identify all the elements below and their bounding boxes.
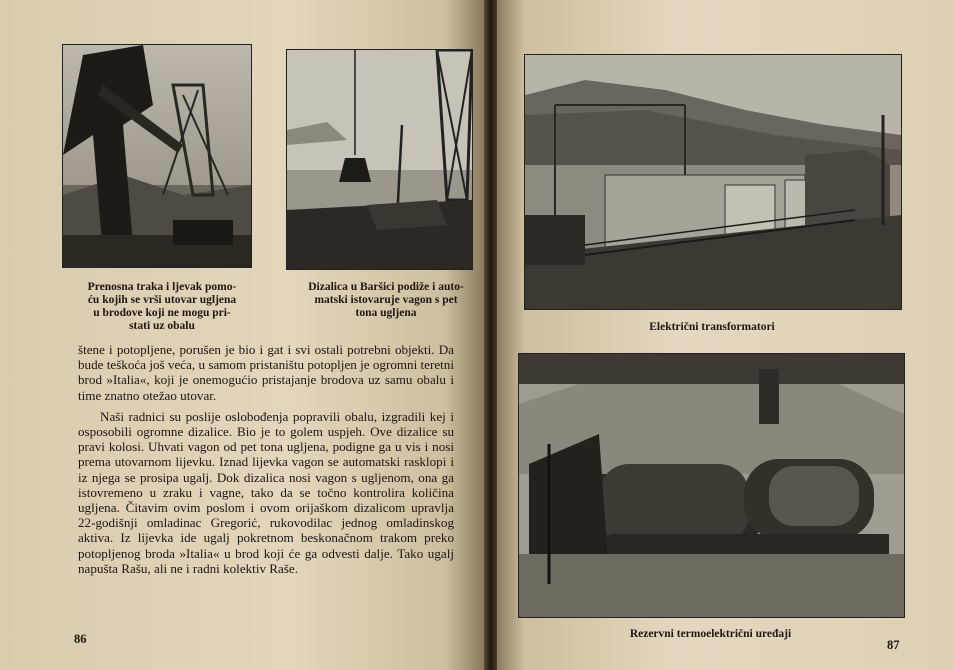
crane-photo-image [287, 50, 472, 269]
page-number: 86 [74, 632, 87, 646]
caption-line: Prenosna traka i ljevak pomo- [87, 281, 237, 293]
caption-line: stati uz obalu [129, 320, 195, 332]
crane-caption [296, 281, 476, 320]
caption-line: tona ugljena [355, 307, 417, 319]
caption-line: ću kojih se vrši utovar ugljena [87, 294, 237, 306]
conveyor-photo-image [63, 45, 251, 267]
generators-photo [518, 353, 905, 618]
transformers-photo [524, 54, 902, 310]
paragraph: štene i potopljene, porušen je bio i gat i svi ostali potrebni objekti. Da bude teškoća još veća, u samom pristaništu potopljen je ogromni teretni brod »Italia«, koji je onemogućio pristajanje brodova uz samu obalu i time znatno otežao utovar. [78, 342, 454, 403]
paragraph: Naši radnici su poslije oslobođenja popravili obalu, izgradili kej i osposobili ogromne dizalice. Bio je to golem uspjeh. Ove dizalice su pravi kolosi. Uhvati vagon od pet tona ugljena, podigne ga u vis i nosi prema utovarnom lijevku. Iznad lijevka vagon se automatski rasklopi i iz njega se prosipa ugalj. Dok dizalica nosi vagon s ugljenom, ona ga istovremeno u zraku i vagne, tako da se točno kontrolira količina ugljena. Čitavim ovim poslom i ovom orijaškom dizalicom upravlja 22-godišnji omladinac Gregorić, rukovodilac jednog omladinskog aktiva. Iz lijevka ide ugalj pokretnom beskonačnom trakom preko potopljenog broda »Italia« u brod koji će ga odvesti dalje. Tako ugalj napušta Rašu, ali ne i radni kolektiv Raše. [78, 408, 454, 576]
body-text [78, 342, 454, 576]
caption-line: u brodove koji ne mogu pri- [93, 307, 231, 319]
book-gutter [484, 0, 497, 670]
conveyor-caption [72, 281, 252, 333]
caption-line: matski istovaruje vagon s pet [314, 294, 458, 306]
generators-caption: Rezervni termoelektrični uređaji [629, 628, 792, 640]
right-page [497, 0, 953, 670]
crane-photo [286, 49, 473, 270]
page-number: 87 [887, 638, 900, 652]
conveyor-photo [62, 44, 252, 268]
caption-line: Dizalica u Baršici podiže i auto- [308, 281, 464, 293]
transformers-caption: Električni transformatori [649, 321, 775, 333]
transformers-photo-image [525, 55, 901, 309]
generators-photo-image [519, 354, 904, 617]
